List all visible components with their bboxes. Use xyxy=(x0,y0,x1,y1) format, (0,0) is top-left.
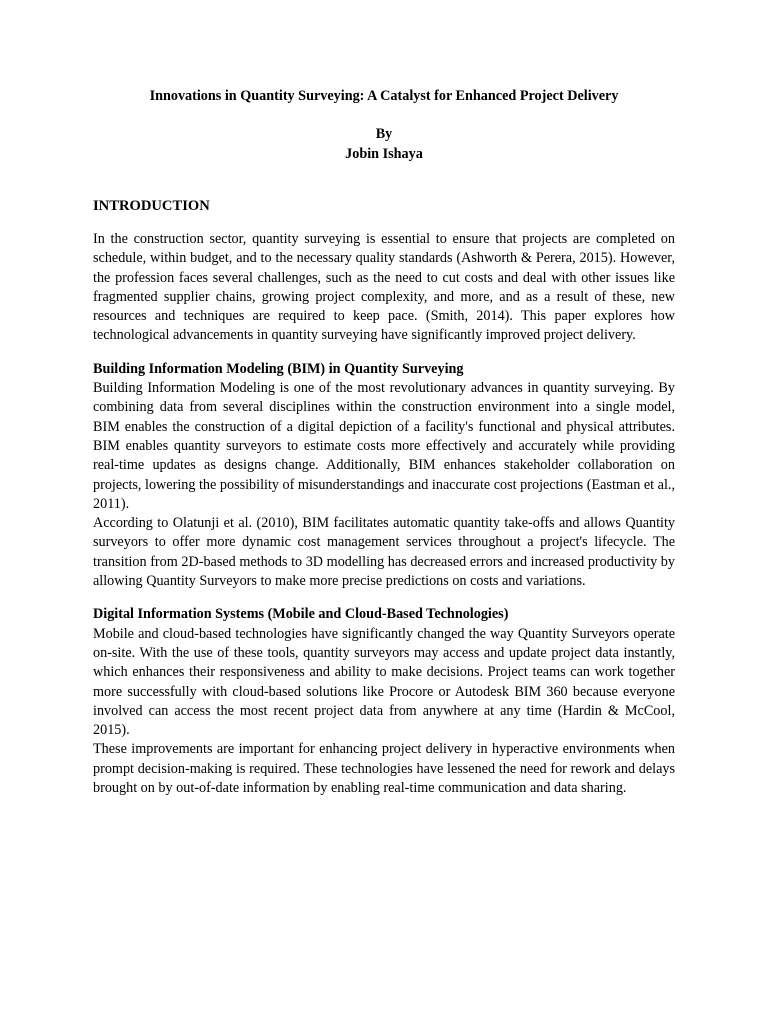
digital-systems-section-heading: Digital Information Systems (Mobile and Cloud-Based Technologies) xyxy=(93,606,509,623)
bim-paragraph-1: Building Information Modeling is one of the most revolutionary advances in quantity surveying. By combining data from several disciplines within the construction environment into a single model, BIM enables the construction of a digital depiction of a facility's functional and physical attributes. BIM enables quantity surveyors to estimate costs more effectively and accurately while providing real-time updates as designs change. Additionally, BIM enhances stakeholder collaboration on projects, lowering the possibility of misunderstandings and inaccurate cost projections (Eastman et al., 2011). xyxy=(93,380,675,512)
by-label: By xyxy=(375,126,393,142)
digital-systems-paragraph-2: These improvements are important for enhancing project delivery in hyperactive environments when prompt decision-making is required. These technologies have lessened the need for rework and delays brought on by out-of-date information by enabling real-time communication and data sharing. xyxy=(93,741,675,797)
bim-section-heading: Building Information Modeling (BIM) in Quantity Surveying xyxy=(93,360,464,377)
author-name: Jobin Ishaya xyxy=(345,146,423,162)
byline xyxy=(93,124,675,164)
document-title: Innovations in Quantity Surveying: A Catalyst for Enhanced Project Delivery xyxy=(149,88,619,104)
bim-paragraph-2: According to Olatunji et al. (2010), BIM facilitates automatic quantity take-offs and allows Quantity surveyors to offer more dynamic cost management services throughout a project's lifecycle. The transition from 2D-based methods to 3D modelling has decreased errors and increased productivity by allowing Quantity Surveyors to make more precise predictions on costs and variations. xyxy=(93,515,675,590)
digital-systems-paragraph-1: Mobile and cloud-based technologies have significantly changed the way Quantity Surveyors operate on-site. With the use of these tools, quantity surveyors may access and update project data instantly, which enhances their responsiveness and ability to make decisions. Project teams can work together more successfully with cloud-based solutions like Procore or Autodesk BIM 360 because everyone involved can access the most recent project data from anywhere at any time (Hardin & McCool, 2015). xyxy=(93,625,675,739)
introduction-heading: INTRODUCTION xyxy=(93,198,210,214)
introduction-paragraph: In the construction sector, quantity surveying is essential to ensure that projects are completed on schedule, within budget, and to the necessary quality standards (Ashworth & Perera, 2015). However, the profession faces several challenges, such as the need to cut costs and deal with other issues like fragmented supplier chains, growing project complexity, and more, and as a result of these, new resources and techniques are required to keep pace. (Smith, 2014). This paper explores how technological advancements in quantity surveying have significantly improved project delivery. xyxy=(93,231,675,344)
